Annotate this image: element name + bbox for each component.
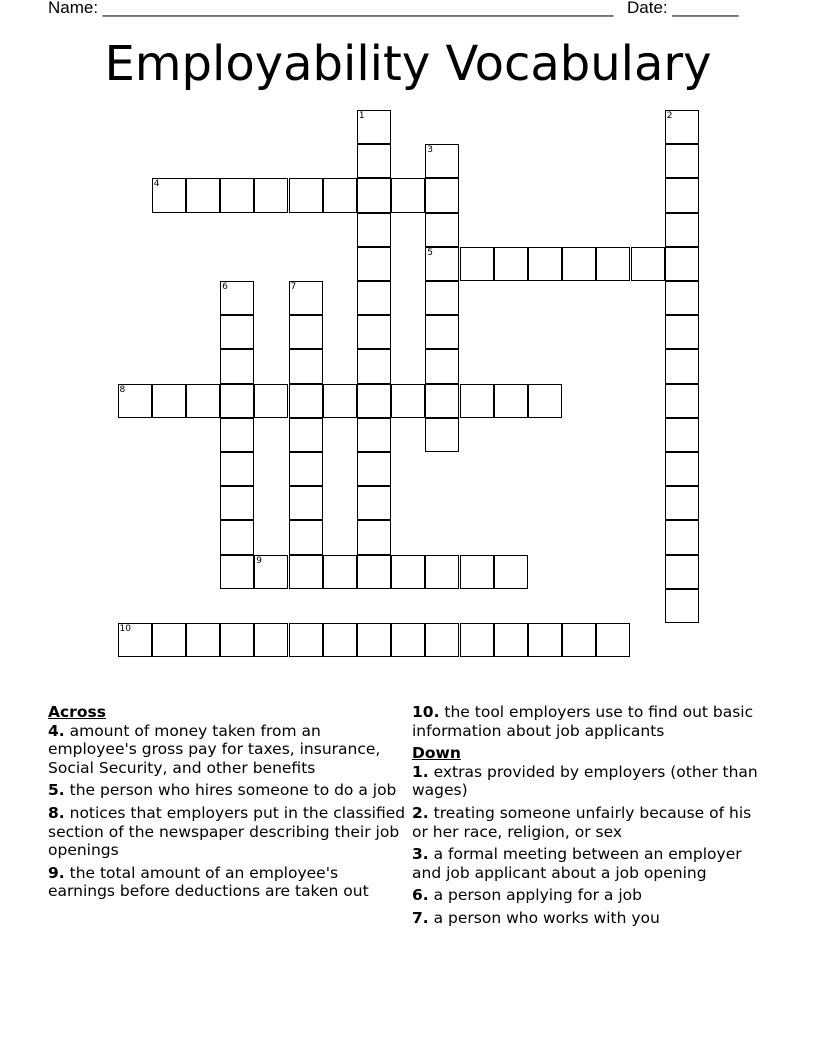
grid-cell[interactable]	[289, 384, 323, 418]
grid-cell[interactable]	[528, 623, 562, 657]
grid-cell[interactable]	[665, 144, 699, 178]
cell-number: 9	[256, 555, 263, 566]
grid-cell[interactable]	[289, 555, 323, 589]
grid-cell[interactable]	[425, 247, 459, 281]
grid-cell[interactable]	[289, 418, 323, 452]
clues-column-left	[48, 703, 406, 905]
grid-cell[interactable]	[665, 384, 699, 418]
grid-cell[interactable]	[460, 623, 494, 657]
grid-cell[interactable]	[152, 178, 186, 212]
across-heading: Across	[48, 703, 106, 721]
clues-column-right	[412, 703, 762, 932]
cell-number: 7	[290, 282, 297, 292]
grid-cell[interactable]	[494, 384, 528, 418]
grid-cell[interactable]	[220, 520, 254, 554]
clue-text: a person applying for a job	[428, 886, 642, 905]
grid-cell[interactable]	[152, 623, 186, 657]
grid-cell[interactable]	[357, 520, 391, 554]
grid-cell[interactable]	[220, 486, 254, 520]
clue-down-7	[412, 909, 762, 928]
cell-number: 5	[427, 247, 434, 258]
grid-cell[interactable]	[425, 178, 459, 212]
grid-cell[interactable]	[528, 384, 562, 418]
clue-down-6	[412, 886, 762, 905]
clue-number: 8.	[48, 803, 65, 822]
grid-cell[interactable]	[460, 555, 494, 589]
clue-number: 6.	[412, 886, 429, 905]
cell-number: 3	[427, 145, 434, 156]
grid-cell[interactable]	[596, 623, 630, 657]
grid-cell[interactable]	[186, 384, 220, 418]
grid-cell[interactable]	[357, 144, 391, 178]
name-field-line[interactable]: Name: ______________________________________________________	[48, 0, 614, 17]
grid-cell[interactable]	[460, 384, 494, 418]
grid-cell[interactable]	[357, 315, 391, 349]
clue-across-8	[48, 804, 406, 860]
grid-cell[interactable]	[357, 281, 391, 315]
grid-cell[interactable]	[220, 315, 254, 349]
clue-across-9	[48, 864, 406, 901]
grid-cell[interactable]	[220, 418, 254, 452]
grid-cell[interactable]	[289, 281, 323, 315]
grid-cell[interactable]	[391, 384, 425, 418]
clue-text: treating someone unfairly because of his or her race, religion, or sex	[412, 803, 752, 841]
grid-cell[interactable]	[220, 384, 254, 418]
grid-cell[interactable]	[665, 555, 699, 589]
grid-cell[interactable]	[357, 623, 391, 657]
grid-cell[interactable]	[186, 178, 220, 212]
grid-cell[interactable]	[323, 384, 357, 418]
grid-cell[interactable]	[391, 623, 425, 657]
grid-cell[interactable]	[323, 178, 357, 212]
grid-cell[interactable]	[665, 452, 699, 486]
grid-cell[interactable]	[323, 555, 357, 589]
grid-cell[interactable]	[494, 247, 528, 281]
grid-cell[interactable]	[665, 486, 699, 520]
cell-number: 1	[358, 111, 365, 121]
grid-cell[interactable]	[289, 623, 323, 657]
clue-down-1	[412, 763, 762, 800]
grid-cell[interactable]	[562, 623, 596, 657]
grid-cell[interactable]	[254, 178, 288, 212]
grid-cell[interactable]	[289, 486, 323, 520]
grid-cell[interactable]	[357, 452, 391, 486]
clue-number: 4.	[48, 721, 65, 740]
clue-text: a formal meeting between an employer and job applicant about a job opening	[412, 845, 742, 882]
clue-text: the person who hires someone to do a job	[64, 781, 397, 800]
grid-cell[interactable]	[665, 213, 699, 247]
grid-cell[interactable]	[254, 555, 288, 589]
down-heading: Down	[412, 744, 461, 763]
grid-cell[interactable]	[220, 281, 254, 315]
clue-text: extras provided by employers (other than wages)	[412, 762, 758, 800]
grid-cell[interactable]	[254, 384, 288, 418]
grid-cell[interactable]	[357, 486, 391, 520]
clue-number: 2.	[412, 803, 429, 822]
clue-number: 7.	[412, 908, 429, 927]
clue-across-4	[48, 722, 406, 778]
grid-cell[interactable]	[425, 623, 459, 657]
grid-cell[interactable]	[425, 315, 459, 349]
grid-cell[interactable]	[425, 281, 459, 315]
clue-down-2	[412, 804, 762, 841]
grid-cell[interactable]	[425, 418, 459, 452]
grid-cell[interactable]	[220, 555, 254, 589]
grid-cell[interactable]	[357, 110, 391, 144]
clue-across-10	[412, 703, 762, 740]
grid-cell[interactable]	[186, 623, 220, 657]
clue-text: the total amount of an employee's earnings before deductions are taken out	[48, 863, 369, 901]
cell-number: 6	[222, 282, 228, 292]
grid-cell[interactable]	[289, 178, 323, 212]
clue-text: the tool employers use to find out basic information about job applicants	[412, 703, 754, 740]
grid-cell[interactable]	[665, 281, 699, 315]
cell-number: 4	[153, 179, 160, 190]
cell-number: 8	[119, 384, 126, 395]
grid-cell[interactable]	[665, 247, 699, 281]
grid-cell[interactable]	[323, 623, 357, 657]
grid-cell[interactable]	[665, 589, 699, 623]
grid-cell[interactable]	[460, 247, 494, 281]
grid-cell[interactable]	[494, 555, 528, 589]
grid-cell[interactable]	[357, 178, 391, 212]
clue-number: 3.	[412, 845, 429, 864]
grid-cell[interactable]	[665, 520, 699, 554]
grid-cell[interactable]	[118, 384, 152, 418]
grid-cell[interactable]	[391, 178, 425, 212]
grid-cell[interactable]	[391, 555, 425, 589]
grid-cell[interactable]	[631, 247, 665, 281]
grid-cell[interactable]	[357, 213, 391, 247]
grid-cell[interactable]	[528, 247, 562, 281]
grid-cell[interactable]	[289, 452, 323, 486]
grid-cell[interactable]	[220, 623, 254, 657]
grid-cell[interactable]	[289, 520, 323, 554]
clue-down-3	[412, 845, 762, 882]
grid-cell[interactable]	[220, 178, 254, 212]
date-field-line[interactable]: Date: _______	[627, 0, 739, 17]
grid-cell[interactable]	[494, 623, 528, 657]
clue-number: 5.	[48, 781, 65, 800]
grid-cell[interactable]	[220, 452, 254, 486]
grid-cell[interactable]	[665, 418, 699, 452]
clue-number: 1.	[412, 762, 429, 781]
grid-cell[interactable]	[425, 213, 459, 247]
grid-cell[interactable]	[254, 623, 288, 657]
grid-cell[interactable]	[289, 349, 323, 383]
grid-cell[interactable]	[425, 384, 459, 418]
clue-across-5	[48, 781, 406, 800]
grid-cell[interactable]	[152, 384, 186, 418]
grid-cell[interactable]	[357, 384, 391, 418]
grid-cell[interactable]	[562, 247, 596, 281]
grid-cell[interactable]	[357, 418, 391, 452]
grid-cell[interactable]	[220, 349, 254, 383]
clue-text: amount of money taken from an employee's gross pay for taxes, insurance, Social Security, and other benefits	[48, 721, 381, 777]
grid-cell[interactable]	[665, 349, 699, 383]
grid-cell[interactable]	[118, 623, 152, 657]
clue-text: notices that employers put in the classified section of the newspaper describing their job openings	[48, 803, 406, 860]
grid-cell[interactable]	[665, 178, 699, 212]
grid-cell[interactable]	[357, 349, 391, 383]
grid-cell[interactable]	[425, 144, 459, 178]
grid-cell[interactable]	[425, 349, 459, 383]
cell-number: 2	[666, 111, 673, 121]
grid-cell[interactable]	[289, 315, 323, 349]
clue-text: a person who works with you	[428, 908, 660, 927]
grid-cell[interactable]	[357, 555, 391, 589]
cell-number: 10	[119, 624, 131, 634]
page-title: Employability Vocabulary	[104, 36, 712, 92]
grid-cell[interactable]	[357, 247, 391, 281]
grid-cell[interactable]	[665, 315, 699, 349]
grid-cell[interactable]	[425, 555, 459, 589]
grid-cell[interactable]	[665, 110, 699, 144]
clue-number: 9.	[48, 863, 65, 882]
grid-cell[interactable]	[596, 247, 630, 281]
clue-number: 10.	[412, 703, 440, 721]
